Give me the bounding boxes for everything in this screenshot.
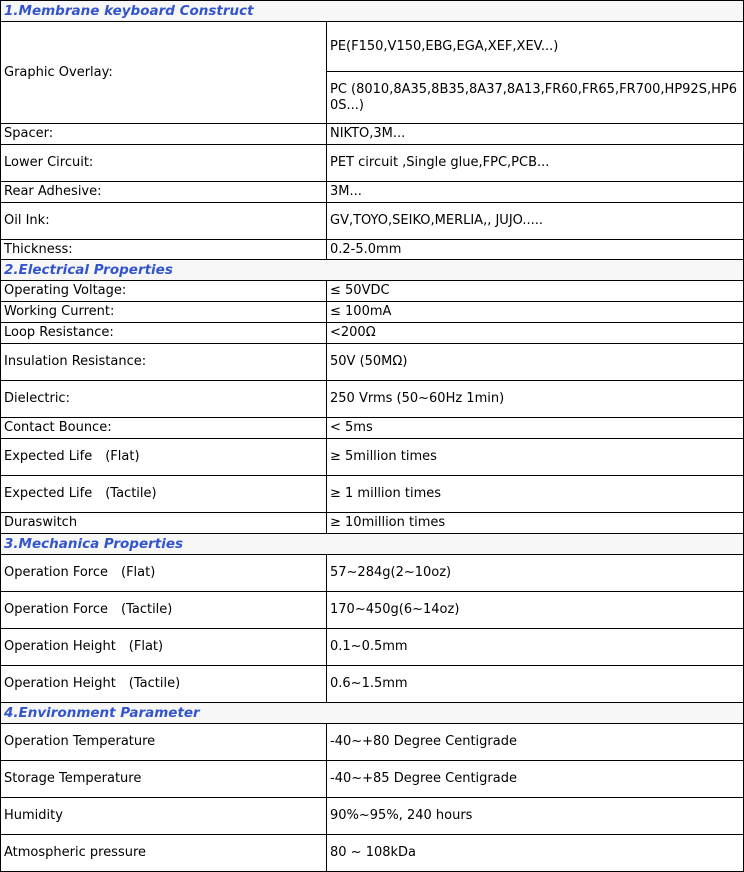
row-label-loop-resistance: Loop Resistance:	[1, 323, 327, 344]
row-value-expected-life-flat: ≥ 5million times	[327, 439, 744, 476]
row-value-dielectric: 250 Vrms (50~60Hz 1min)	[327, 381, 744, 418]
row-label-expected-life-tactile: Expected Life (Tactile)	[1, 476, 327, 513]
row-label-operating-voltage: Operating Voltage:	[1, 281, 327, 302]
section-title-electrical: 2.Electrical Properties	[1, 260, 744, 281]
section-title-environment: 4.Environment Parameter	[1, 703, 744, 724]
row-value-graphic-overlay-pe: PE(F150,V150,EBG,EGA,XEF,XEV...)	[327, 22, 744, 72]
row-label-duraswitch: Duraswitch	[1, 513, 327, 534]
row-value-rear-adhesive: 3M...	[327, 182, 744, 203]
row-value-operation-temperature: -40~+80 Degree Centigrade	[327, 724, 744, 761]
row-value-loop-resistance: <200Ω	[327, 323, 744, 344]
row-label-operation-height-tactile: Operation Height (Tactile)	[1, 666, 327, 703]
section-title-mechanical: 3.Mechanica Properties	[1, 534, 744, 555]
row-label-insulation-resistance: Insulation Resistance:	[1, 344, 327, 381]
row-label-operation-force-flat: Operation Force (Flat)	[1, 555, 327, 592]
row-label-contact-bounce: Contact Bounce:	[1, 418, 327, 439]
row-label-graphic-overlay: Graphic Overlay:	[1, 22, 327, 124]
row-value-operation-height-tactile: 0.6~1.5mm	[327, 666, 744, 703]
row-value-humidity: 90%~95%, 240 hours	[327, 798, 744, 835]
row-value-expected-life-tactile: ≥ 1 million times	[327, 476, 744, 513]
row-label-operation-temperature: Operation Temperature	[1, 724, 327, 761]
row-value-contact-bounce: < 5ms	[327, 418, 744, 439]
row-value-working-current: ≤ 100mA	[327, 302, 744, 323]
row-value-operation-force-flat: 57~284g(2~10oz)	[327, 555, 744, 592]
row-value-lower-circuit: PET circuit ,Single glue,FPC,PCB...	[327, 145, 744, 182]
row-value-graphic-overlay-pc: PC (8010,8A35,8B35,8A37,8A13,FR60,FR65,FR700,HP92S,HP60S...)	[327, 72, 744, 124]
row-label-spacer: Spacer:	[1, 124, 327, 145]
row-value-storage-temperature: -40~+85 Degree Centigrade	[327, 761, 744, 798]
row-value-operation-force-tactile: 170~450g(6~14oz)	[327, 592, 744, 629]
row-label-oil-ink: Oil Ink:	[1, 203, 327, 240]
row-label-atmospheric-pressure: Atmospheric pressure	[1, 835, 327, 872]
row-label-lower-circuit: Lower Circuit:	[1, 145, 327, 182]
row-label-working-current: Working Current:	[1, 302, 327, 323]
row-label-humidity: Humidity	[1, 798, 327, 835]
row-label-expected-life-flat: Expected Life (Flat)	[1, 439, 327, 476]
row-value-oil-ink: GV,TOYO,SEIKO,MERLIA,, JUJO.....	[327, 203, 744, 240]
row-value-duraswitch: ≥ 10million times	[327, 513, 744, 534]
row-value-insulation-resistance: 50V (50MΩ)	[327, 344, 744, 381]
row-label-operation-height-flat: Operation Height (Flat)	[1, 629, 327, 666]
row-value-operation-height-flat: 0.1~0.5mm	[327, 629, 744, 666]
row-value-thickness: 0.2-5.0mm	[327, 240, 744, 260]
row-value-operating-voltage: ≤ 50VDC	[327, 281, 744, 302]
section-title-construct: 1.Membrane keyboard Construct	[1, 1, 744, 22]
row-label-storage-temperature: Storage Temperature	[1, 761, 327, 798]
row-value-atmospheric-pressure: 80 ~ 108kDa	[327, 835, 744, 872]
row-value-spacer: NIKTO,3M...	[327, 124, 744, 145]
row-label-dielectric: Dielectric:	[1, 381, 327, 418]
row-label-thickness: Thickness:	[1, 240, 327, 260]
row-label-rear-adhesive: Rear Adhesive:	[1, 182, 327, 203]
row-label-operation-force-tactile: Operation Force (Tactile)	[1, 592, 327, 629]
